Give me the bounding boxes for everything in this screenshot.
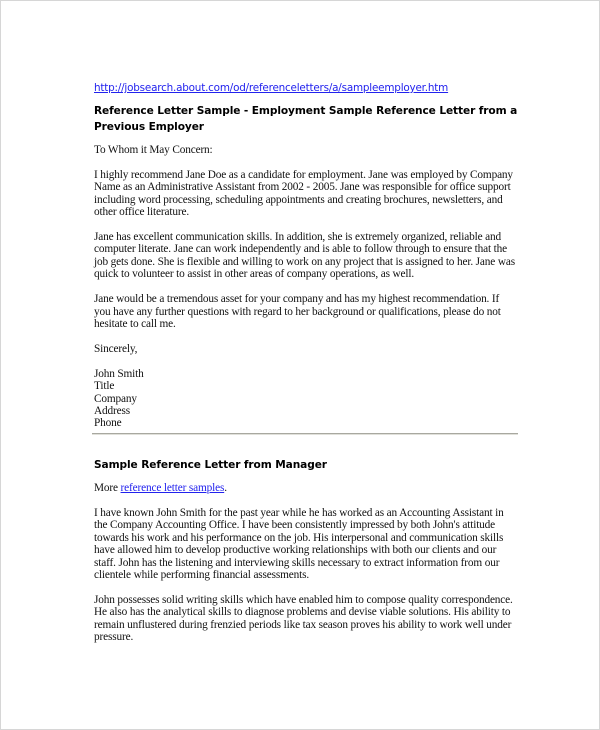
- signature-name: John Smith: [94, 367, 144, 380]
- paragraph: John possesses solid writing skills which have enabled him to compose quality correspondence. He also has the analytical skills to diagnose problems and devise viable solutions. His ability to remain unflustered during frenzied periods like tax season proves his ability to work well under pressure.: [94, 593, 513, 644]
- section1-heading: Reference Letter Sample - Employment Sample Reference Letter from a Previous Employer: [94, 105, 518, 133]
- signature-company: Company: [94, 392, 137, 405]
- more-prefix: More: [94, 482, 121, 494]
- more-samples-line: [94, 482, 518, 494]
- section-previous-employer: [94, 81, 518, 430]
- paragraph: I have known John Smith for the past year while he has worked as an Accounting Assistant in the Company Accounting Office. I have been consistently impressed by both John's attitude towards his work and his performance on the job. His interpersonal and communication skills have allowed him to develop productive working relationships with both our clients and our staff. John has the listening and interviewing skills necessary to extract information from our clientele while performing financial assessments.: [94, 506, 504, 581]
- paragraph: Jane has excellent communication skills. In addition, she is extremely organized, reliable and computer literate. Jane can work independently and is able to follow through to ensure that the job gets done. She is flexible and willing to work on any project that is assigned to her. Jane was quick to volunteer to assist in other areas of company operations, as well.: [94, 231, 515, 281]
- section-manager: [94, 457, 518, 643]
- signature-block: [94, 368, 518, 430]
- source-url-link[interactable]: http://jobsearch.about.com/od/referenceletters/a/sampleemployer.htm: [94, 82, 449, 94]
- reference-letter-samples-link[interactable]: reference letter samples: [120, 482, 225, 494]
- salutation: To Whom it May Concern:: [94, 144, 213, 156]
- signature-address: Address: [94, 405, 130, 417]
- closing: Sincerely,: [94, 342, 138, 355]
- more-suffix: .: [224, 482, 227, 494]
- paragraph: Jane would be a tremendous asset for your company and has my highest recommendation. If you have any further questions with regard to her background or qualifications, please do not hesitate to call me.: [94, 293, 501, 330]
- section2-heading: Sample Reference Letter from Manager: [94, 459, 327, 471]
- paragraph: I highly recommend Jane Doe as a candidate for employment. Jane was employed by Company Name as an Administrative Assistant from 2002 - 2005. Jane was responsible for office support including word processing, scheduling appointments and creating brochures, newsletters, and other office literature.: [94, 168, 513, 219]
- signature-title: Title: [94, 380, 115, 393]
- signature-phone: Phone: [94, 417, 122, 430]
- horizontal-divider: [92, 433, 518, 435]
